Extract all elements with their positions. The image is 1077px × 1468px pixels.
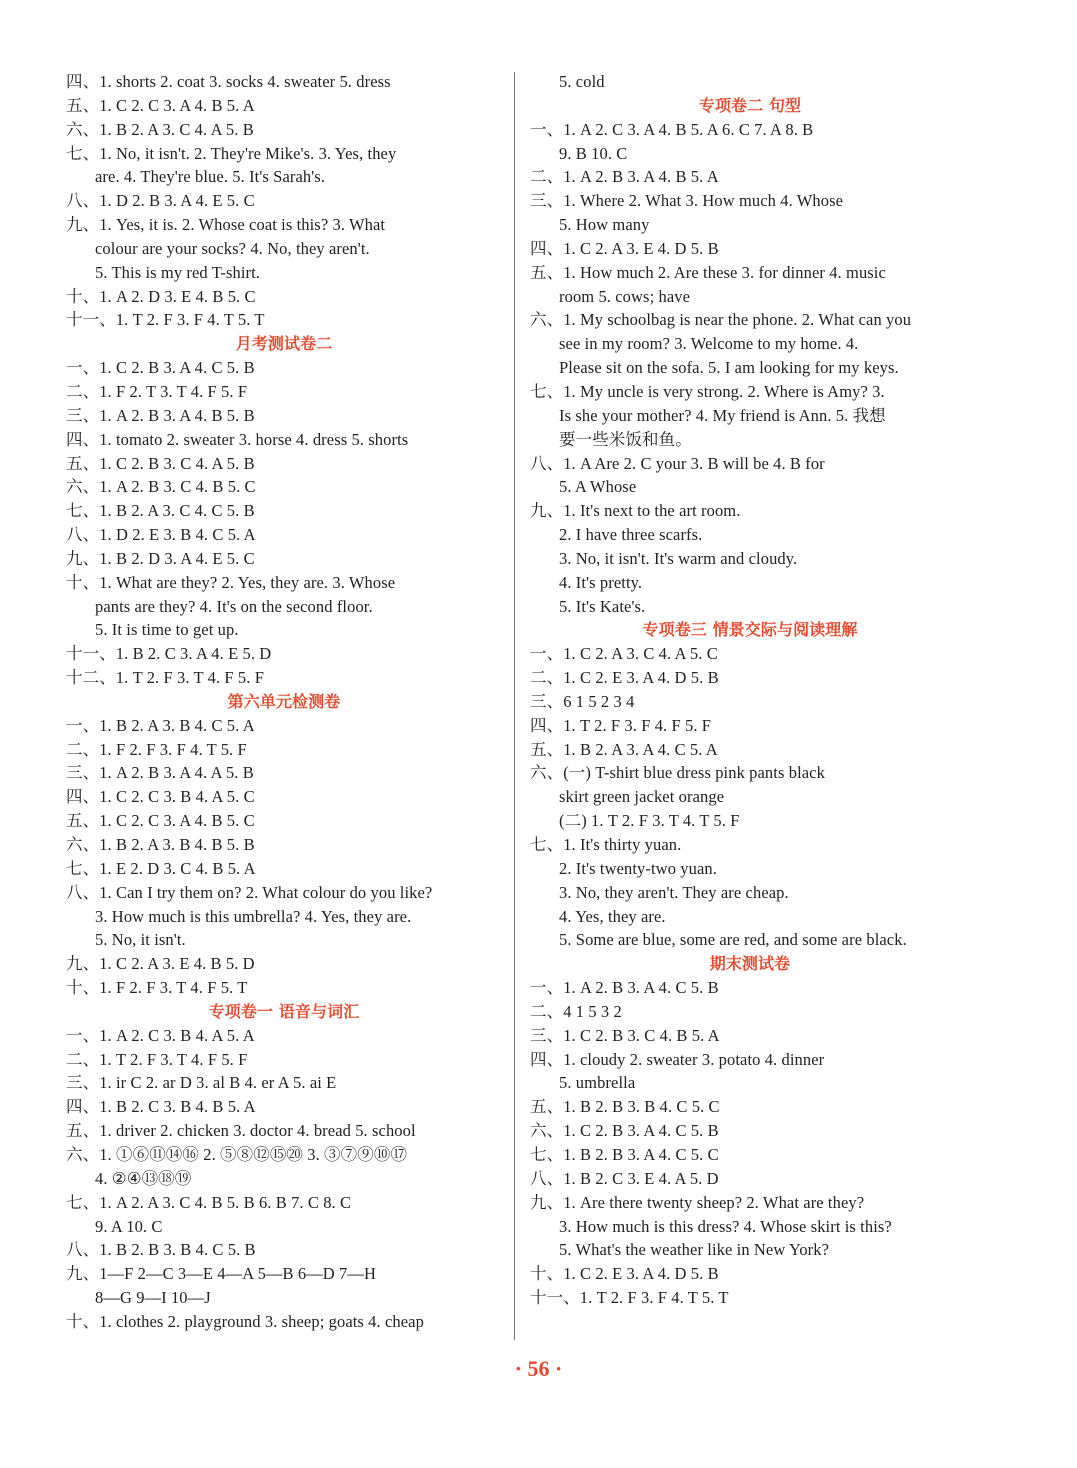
answer-line: 七、1. E 2. D 3. C 4. B 5. A — [66, 858, 256, 878]
answer-line: 七、1. A 2. A 3. C 4. B 5. B 6. B 7. C 8. C — [66, 1192, 352, 1212]
section-heading: 专项卷三 情景交际与阅读理解 — [642, 620, 858, 640]
answer-line: 九、1. B 2. D 3. A 4. E 5. C — [66, 548, 255, 568]
section-heading: 专项卷二 句型 — [698, 95, 802, 115]
page-number: · 56 · — [514, 1356, 563, 1381]
answer-line: 2. I have three scarfs. — [559, 525, 703, 545]
answer-line: 九、1. C 2. A 3. E 4. B 5. D — [66, 954, 255, 974]
answer-line: 十、1. clothes 2. playground 3. sheep; goats 4. cheap — [66, 1311, 424, 1331]
answer-line: 九、1. Are there twenty sheep? 2. What are they? — [530, 1192, 865, 1212]
answer-line: 九、1. It's next to the art room. — [530, 501, 741, 521]
answer-line: 二、1. T 2. F 3. T 4. F 5. F — [66, 1049, 248, 1069]
answer-line: 二、1. C 2. E 3. A 4. D 5. B — [530, 668, 719, 688]
answer-line: skirt green jacket orange — [559, 787, 725, 807]
answer-line: 二、1. F 2. F 3. F 4. T 5. F — [66, 739, 247, 759]
answer-line: 9. A 10. C — [95, 1216, 163, 1236]
answer-line: 四、1. B 2. C 3. B 4. B 5. A — [66, 1097, 256, 1117]
answer-line: pants are they? 4. It's on the second floor. — [95, 596, 373, 616]
answer-line: 六、(一) T-shirt blue dress pink pants black — [530, 763, 825, 783]
answer-line: 5. Some are blue, some are red, and some are black. — [559, 930, 907, 950]
answer-line: 五、1. C 2. B 3. C 4. A 5. B — [66, 453, 255, 473]
answer-line: room 5. cows; have — [559, 286, 691, 306]
answer-line: 五、1. C 2. C 3. A 4. B 5. C — [66, 811, 255, 831]
answer-line: 十、1. C 2. E 3. A 4. D 5. B — [530, 1264, 719, 1284]
answer-line: 4. ②④⑬⑱⑲ — [95, 1168, 192, 1188]
answer-line: 三、1. ir C 2. ar D 3. al B 4. er A 5. ai E — [66, 1073, 337, 1093]
answer-line: 5. It's Kate's. — [559, 596, 646, 616]
right-column — [530, 70, 970, 1310]
section-heading: 专项卷一 语音与词汇 — [208, 1001, 360, 1021]
answer-line: 一、1. C 2. A 3. C 4. A 5. C — [530, 644, 718, 664]
answer-line: 二、1. A 2. B 3. A 4. B 5. A — [530, 167, 719, 187]
answer-line: 八、1. Can I try them on? 2. What colour do you like? — [66, 882, 433, 902]
answer-line: 八、1. B 2. C 3. E 4. A 5. D — [530, 1168, 719, 1188]
section-heading: 第六单元检测卷 — [227, 691, 341, 711]
answer-line: 五、1. C 2. C 3. A 4. B 5. A — [66, 95, 255, 115]
answer-line: 4. Yes, they are. — [559, 906, 666, 926]
answer-line: 2. It's twenty-two yuan. — [559, 858, 717, 878]
answer-line: colour are your socks? 4. No, they aren't. — [95, 238, 370, 258]
answer-line: 七、1. B 2. A 3. C 4. C 5. B — [66, 501, 255, 521]
section-heading: 月考测试卷二 — [235, 334, 333, 354]
column-divider — [514, 72, 515, 1340]
answer-line: 3. No, it isn't. It's warm and cloudy. — [559, 548, 798, 568]
answer-line: 十一、1. T 2. F 3. F 4. T 5. T — [530, 1288, 729, 1308]
answer-line: 四、1. T 2. F 3. F 4. F 5. F — [530, 715, 712, 735]
answer-line: 六、1. ①⑥⑪⑭⑯ 2. ⑤⑧⑫⑮⑳ 3. ③⑦⑨⑩⑰ — [66, 1144, 408, 1164]
answer-line: 七、1. No, it isn't. 2. They're Mike's. 3. Yes, they — [66, 143, 397, 163]
answer-line: 5. umbrella — [559, 1073, 636, 1093]
answer-line: 五、1. How much 2. Are these 3. for dinner 4. music — [530, 262, 886, 282]
answer-line: 九、1—F 2—C 3—E 4—A 5—B 6—D 7—H — [66, 1264, 377, 1284]
answer-line: 十一、1. B 2. C 3. A 4. E 5. D — [66, 644, 272, 664]
answer-line: 5. No, it isn't. — [95, 930, 186, 950]
answer-line: 七、1. My uncle is very strong. 2. Where is Amy? 3. — [530, 381, 885, 401]
answer-line: 3. No, they aren't. They are cheap. — [559, 882, 789, 902]
answer-line: 二、4 1 5 3 2 — [530, 1001, 622, 1021]
answer-line: 5. What's the weather like in New York? — [559, 1240, 830, 1260]
answer-line: 五、1. B 2. B 3. B 4. C 5. C — [530, 1097, 720, 1117]
answer-line: 六、1. B 2. A 3. B 4. B 5. B — [66, 835, 255, 854]
answer-line: (二) 1. T 2. F 3. T 4. T 5. F — [559, 811, 740, 831]
answer-line: 一、1. C 2. B 3. A 4. C 5. B — [66, 358, 255, 378]
answer-line: 一、1. A 2. C 3. A 4. B 5. A 6. C 7. A 8. B — [530, 119, 814, 139]
answer-line: 5. It is time to get up. — [95, 620, 239, 640]
answer-line: 十、1. What are they? 2. Yes, they are. 3. Whose — [66, 572, 396, 592]
section-heading: 期末测试卷 — [709, 954, 791, 974]
answer-line: 一、1. A 2. C 3. B 4. A 5. A — [66, 1025, 255, 1045]
answer-line: 七、1. B 2. B 3. A 4. C 5. C — [530, 1144, 719, 1164]
answer-line: are. 4. They're blue. 5. It's Sarah's. — [95, 167, 326, 187]
answer-line: 十、1. F 2. F 3. T 4. F 5. T — [66, 978, 248, 998]
answer-line: 8—G 9—I 10—J — [95, 1288, 211, 1308]
answer-line: 5. A Whose — [559, 477, 637, 497]
answer-line: 三、6 1 5 2 3 4 — [530, 691, 635, 711]
answer-line: 十二、1. T 2. F 3. T 4. F 5. F — [66, 668, 264, 688]
answer-line: 六、1. C 2. B 3. A 4. C 5. B — [530, 1121, 719, 1141]
answer-line: 3. How much is this umbrella? 4. Yes, they are. — [95, 906, 412, 926]
answer-line: 四、1. shorts 2. coat 3. socks 4. sweater 5. dress — [66, 72, 391, 91]
answer-line: 二、1. F 2. T 3. T 4. F 5. F — [66, 381, 248, 401]
answer-line: 9. B 10. C — [559, 143, 628, 163]
answer-line: 三、1. A 2. B 3. A 4. B 5. B — [66, 405, 255, 425]
answer-line: 八、1. A Are 2. C your 3. B will be 4. B for — [530, 453, 825, 473]
answer-line: 十一、1. T 2. F 3. F 4. T 5. T — [66, 310, 265, 330]
answer-line: 八、1. B 2. B 3. B 4. C 5. B — [66, 1240, 256, 1260]
answer-line: 四、1. cloudy 2. sweater 3. potato 4. dinner — [530, 1049, 825, 1069]
answer-line: 4. It's pretty. — [559, 572, 643, 592]
answer-line: 六、1. A 2. B 3. C 4. B 5. C — [66, 477, 256, 497]
answer-line: 四、1. C 2. C 3. B 4. A 5. C — [66, 787, 255, 807]
answer-line: 5. How many — [559, 215, 650, 235]
answer-line: 八、1. D 2. B 3. A 4. E 5. C — [66, 191, 255, 211]
answer-line: 5. This is my red T-shirt. — [95, 262, 261, 282]
answer-line: 三、1. A 2. B 3. A 4. A 5. B — [66, 763, 254, 783]
answer-line: 三、1. C 2. B 3. C 4. B 5. A — [530, 1025, 720, 1045]
answer-line: 3. How much is this dress? 4. Whose skirt is this? — [559, 1216, 892, 1236]
answer-line: 六、1. My schoolbag is near the phone. 2. What can you — [530, 310, 912, 330]
answer-line: 要一些米饭和鱼。 — [559, 429, 692, 449]
answer-line: 五、1. driver 2. chicken 3. doctor 4. bread 5. school — [66, 1121, 416, 1141]
answer-line: 四、1. C 2. A 3. E 4. D 5. B — [530, 238, 719, 258]
answer-line: Please sit on the sofa. 5. I am looking for my keys. — [559, 358, 899, 378]
answer-line: 5. cold — [559, 72, 605, 91]
answer-line: 十、1. A 2. D 3. E 4. B 5. C — [66, 286, 256, 306]
answer-line: 三、1. Where 2. What 3. How much 4. Whose — [530, 191, 844, 211]
answer-line: 一、1. B 2. A 3. B 4. C 5. A — [66, 715, 255, 735]
answer-line: 四、1. tomato 2. sweater 3. horse 4. dress 5. shorts — [66, 429, 409, 449]
answer-line: see in my room? 3. Welcome to my home. 4. — [559, 334, 859, 354]
answer-line: 七、1. It's thirty yuan. — [530, 835, 682, 854]
answer-line: 九、1. Yes, it is. 2. Whose coat is this? 3. What — [66, 215, 386, 235]
answer-line: 八、1. D 2. E 3. B 4. C 5. A — [66, 525, 256, 545]
left-column — [66, 70, 502, 1334]
answer-line: 六、1. B 2. A 3. C 4. A 5. B — [66, 119, 254, 139]
answer-line: Is she your mother? 4. My friend is Ann. 5. 我想 — [559, 405, 886, 425]
answer-line: 一、1. A 2. B 3. A 4. C 5. B — [530, 978, 719, 998]
answer-line: 五、1. B 2. A 3. A 4. C 5. A — [530, 739, 718, 759]
